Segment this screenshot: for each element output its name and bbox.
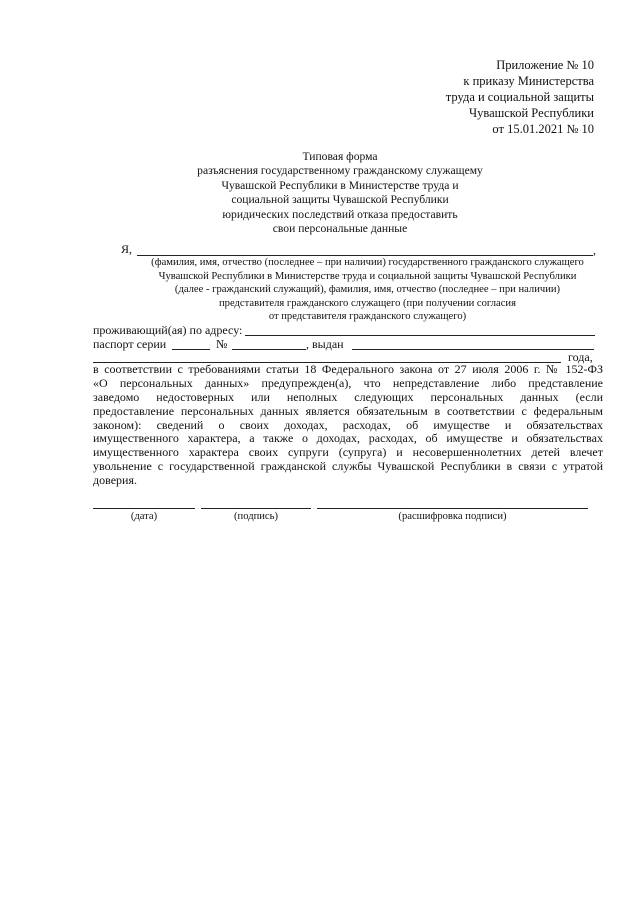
address-label: проживающий(ая) по адресу: — [93, 323, 243, 337]
address-field[interactable] — [245, 335, 595, 336]
body-line: доверия. — [93, 474, 137, 488]
body-line: предоставление персональных данных является обязательным в соответствии с федеральным — [93, 404, 603, 418]
body-line: увольнение с государственной гражданской службы Чувашской Республики в связи с утратой — [93, 460, 603, 474]
passport-issued-label: , выдан — [306, 337, 344, 351]
body-line: законом): сведений о своих доходах, расходах, об имуществе и обязательствах — [93, 418, 603, 432]
annex-header — [446, 57, 594, 137]
body-line: «О персональных данных» предупрежден(а), что непредставление либо представление — [93, 376, 603, 390]
passport-series-field[interactable] — [172, 349, 210, 350]
body-line: имущественного характера, а также о доходах, расходах, об имуществе и обязательствах — [93, 432, 603, 446]
declarant-hint — [130, 256, 605, 324]
annex-line: к приказу Министерства — [463, 74, 594, 88]
year-suffix: года, — [568, 350, 593, 364]
declarant-suffix: , — [593, 243, 596, 257]
title-line: юридических последствий отказа предоставить — [222, 207, 458, 221]
annex-line: от 15.01.2021 № 10 — [492, 122, 594, 136]
annex-line: труда и социальной защиты — [445, 90, 594, 104]
body-paragraph — [93, 363, 603, 488]
signature-caption: (подпись) — [234, 511, 278, 522]
signature-decode-caption: (расшифровка подписи) — [398, 511, 507, 522]
body-line: имущественного характера своих супруги (супруга) и несовершеннолетних детей влечет — [93, 446, 603, 460]
form-title — [140, 150, 540, 236]
signature-decode-field[interactable] — [317, 508, 588, 509]
body-line: в соответствии с требованиями статьи 18 Федерального закона от 27 июля 2006 г. № 152-ФЗ — [93, 363, 603, 376]
passport-number-label: № — [216, 337, 228, 351]
hint-line: (фамилия, имя, отчество (последнее – при наличии) государственного гражданского служащего — [151, 257, 584, 268]
title-line: свои персональные данные — [272, 222, 408, 236]
title-line: Типовая форма — [302, 150, 378, 163]
passport-issued-field[interactable] — [352, 349, 594, 350]
declarant-prefix: Я, — [121, 242, 133, 256]
passport-series-label: паспорт серии — [93, 337, 167, 351]
hint-line: (далее - гражданский служащий), фамилия, имя, отчество (последнее – при наличии) — [174, 284, 561, 296]
title-line: разъяснения государственному гражданскому служащему — [197, 164, 483, 178]
hint-line: Чувашской Республики в Министерстве труда и социальной защиты Чувашской Республики — [158, 270, 577, 282]
date-caption: (дата) — [130, 511, 158, 522]
signature-field[interactable] — [201, 508, 311, 509]
annex-line: Чувашской Республики — [468, 106, 594, 120]
hint-line: представителя гражданского служащего (при получении согласия — [219, 297, 516, 309]
hint-line: от представителя гражданского служащего) — [268, 311, 467, 323]
annex-line: Приложение № 10 — [496, 58, 594, 72]
body-line: заведомо недостоверных или неполных следующих персональных данных (если — [93, 390, 603, 404]
date-field[interactable] — [93, 508, 195, 509]
title-line: Чувашской Республики в Министерстве труда и — [221, 178, 459, 192]
passport-number-field[interactable] — [232, 349, 306, 350]
title-line: социальной защиты Чувашской Республики — [231, 193, 449, 207]
